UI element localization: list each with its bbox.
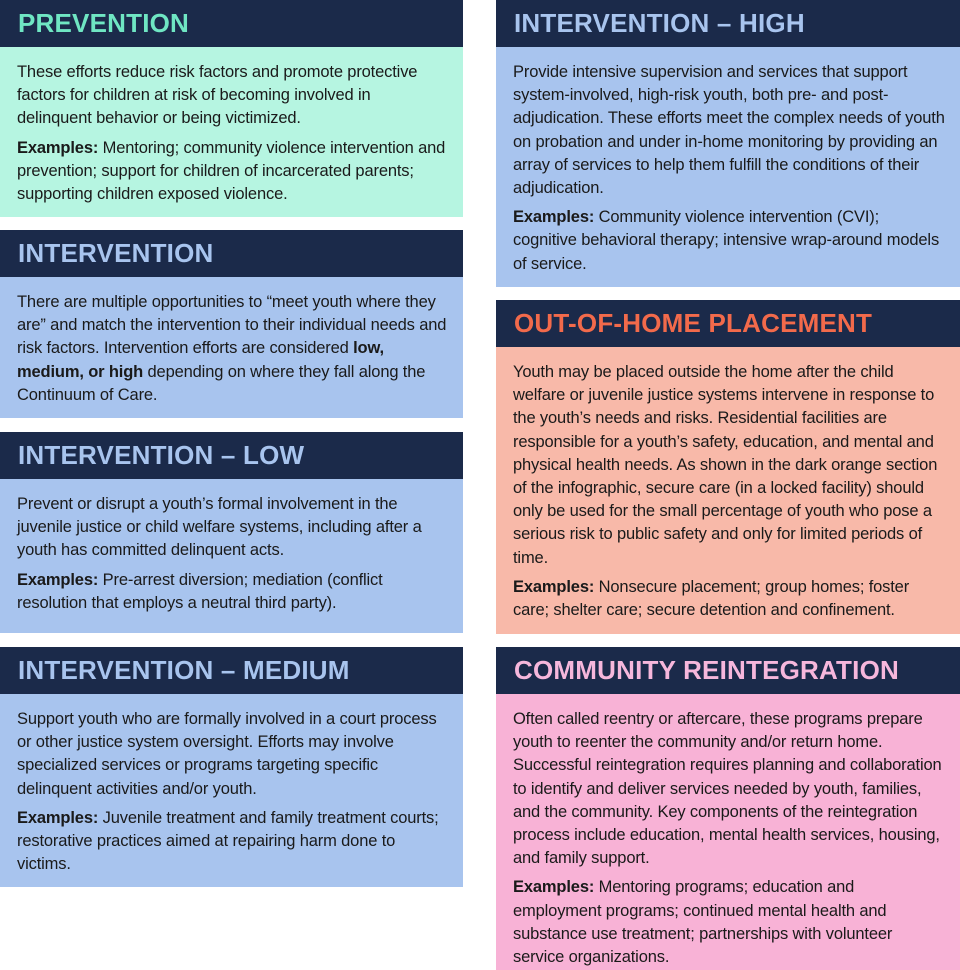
reintegration-examples-text: Mentoring programs; education and employment programs; continued mental health and substance use treatment; partnerships with volunteer service organizations. [513, 878, 893, 967]
intervention-low-examples [17, 569, 449, 615]
intervention-high-card [496, 0, 960, 287]
out-of-home-description: Youth may be placed outside the home after the child welfare or juvenile justice systems intervene in response to the youth’s needs and risks. Residential facilities are responsible for a youth’s safety, education, and mental and physical health needs. As shown in the dark orange section of the infographic, secure care (in a locked facility) should only be used for the small percentage of youth who pose a serious risk to public safety and only for limited periods of time. [513, 363, 938, 567]
examples-label: Examples: [17, 138, 99, 157]
intervention-text-part1: There are multiple opportunities to “meet youth where they are” and match the intervention to their individual needs and risk factors. Intervention efforts are considered [17, 293, 447, 358]
examples-label: Examples: [513, 577, 595, 596]
out-of-home-examples [513, 576, 946, 622]
intervention-medium-examples [17, 807, 449, 877]
examples-label: Examples: [17, 808, 99, 827]
intervention-medium-card [0, 647, 463, 887]
reintegration-card [496, 647, 960, 970]
intervention-low-title: INTERVENTION – LOW [18, 440, 305, 470]
reintegration-body [496, 694, 960, 970]
out-of-home-examples-text: Nonsecure placement; group homes; foster care; shelter care; secure detention and confinement. [513, 577, 910, 620]
out-of-home-body [496, 347, 960, 634]
intervention-low-header [0, 432, 463, 479]
intervention-text-part2: depending on where they fall along the Continuum of Care. [17, 362, 426, 404]
intervention-description [17, 291, 449, 407]
intervention-high-body [496, 47, 960, 287]
prevention-body [0, 47, 463, 217]
intervention-medium-examples-text: Juvenile treatment and family treatment courts; restorative practices aimed at repairing harm done to victims. [17, 808, 439, 874]
reintegration-examples [513, 876, 946, 969]
intervention-medium-body [0, 694, 463, 887]
prevention-description: These efforts reduce risk factors and promote protective factors for children at risk of becoming involved in delinquent behavior or being victimized. [17, 63, 418, 128]
examples-label: Examples: [513, 878, 595, 897]
intervention-levels: low, medium, or high [17, 339, 384, 381]
intervention-low-card [0, 432, 463, 633]
examples-label: Examples: [513, 208, 595, 227]
reintegration-header [496, 647, 960, 694]
intervention-low-description: Prevent or disrupt a youth’s formal involvement in the juvenile justice or child welfare systems, including after a youth has committed delinquent acts. [17, 495, 422, 560]
intervention-high-header [496, 0, 960, 47]
reintegration-description: Often called reentry or aftercare, these programs prepare youth to reenter the community and/or return home. Successful reintegration requires planning and collaboration to identify and deliver services needed by youth, families, and the community. Key components of the reintegration process include education, mental health services, housing, and family support. [513, 710, 942, 868]
prevention-header [0, 0, 463, 47]
reintegration-title: COMMUNITY REINTEGRATION [514, 655, 899, 685]
intervention-low-examples-text: Pre-arrest diversion; mediation (conflict resolution that employs a neutral third party). [17, 570, 383, 612]
intervention-title: INTERVENTION [18, 238, 214, 268]
intervention-body [0, 277, 463, 418]
intervention-high-title: INTERVENTION – HIGH [514, 8, 805, 38]
prevention-examples-text: Mentoring; community violence intervention and prevention; support for children of incarcerated parents; supporting children exposed violence. [17, 138, 446, 204]
intervention-medium-description: Support youth who are formally involved in a court process or other justice system oversight. Efforts may involve specialized services or programs targeting specific delinquent activities and/or youth. [17, 710, 437, 798]
intervention-high-examples-text: Community violence intervention (CVI); cognitive behavioral therapy; intensive wrap-around models of service. [513, 208, 940, 273]
prevention-title: PREVENTION [18, 8, 190, 38]
prevention-card [0, 0, 463, 217]
prevention-examples [17, 137, 449, 207]
out-of-home-card [496, 300, 960, 634]
intervention-low-body [0, 479, 463, 633]
examples-label: Examples: [17, 570, 99, 589]
out-of-home-title: OUT-OF-HOME PLACEMENT [514, 308, 873, 338]
intervention-high-description: Provide intensive supervision and services that support system-involved, high-risk youth, both pre- and post-adjudication. These efforts meet the complex needs of youth on probation and under in-home monitoring by providing an array of services to help them fulfill the conditions of their adjudication. [513, 63, 945, 198]
intervention-high-examples [513, 206, 946, 276]
intervention-medium-title: INTERVENTION – MEDIUM [18, 655, 350, 685]
out-of-home-header [496, 300, 960, 347]
intervention-header [0, 230, 463, 277]
intervention-medium-header [0, 647, 463, 694]
intervention-card [0, 230, 463, 418]
